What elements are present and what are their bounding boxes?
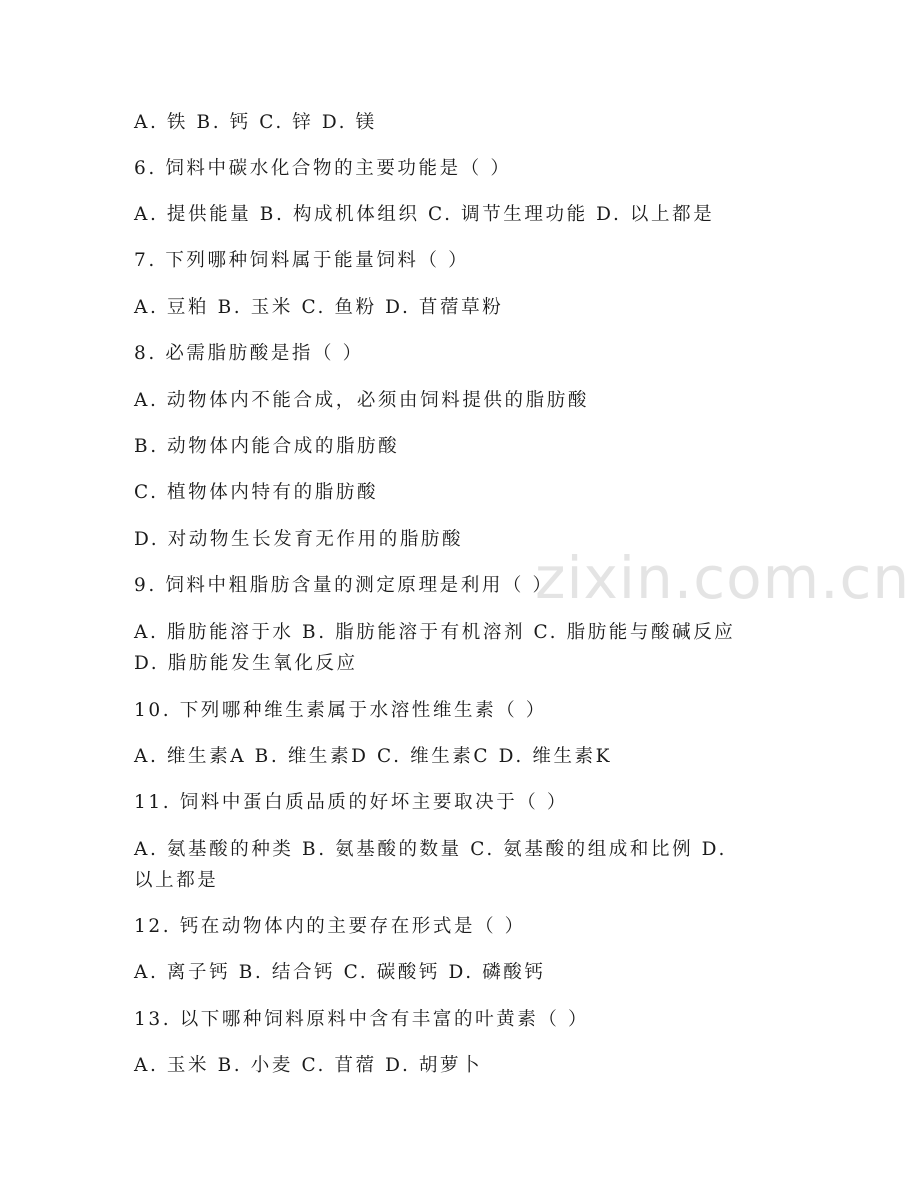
q13-options: A. 玉米 B. 小麦 C. 苜蓿 D. 胡萝卜 (134, 1055, 483, 1076)
q8-question: 8. 必需脂肪酸是指（ ） (134, 343, 364, 364)
q8-option-a: A. 动物体内不能合成，必须由饲料提供的脂肪酸 (134, 390, 589, 411)
q11-options-line1: A. 氨基酸的种类 B. 氨基酸的数量 C. 氨基酸的组成和比例 D. (134, 839, 727, 860)
q10-options: A. 维生素A B. 维生素D C. 维生素C D. 维生素K (134, 746, 613, 767)
q7-options: A. 豆粕 B. 玉米 C. 鱼粉 D. 苜蓿草粉 (134, 297, 504, 318)
q9-options-line2: D. 脂肪能发生氧化反应 (134, 653, 358, 674)
q6-options: A. 提供能量 B. 构成机体组织 C. 调节生理功能 D. 以上都是 (134, 204, 715, 225)
q11-question: 11. 饲料中蛋白质品质的好坏主要取决于（ ） (134, 792, 568, 813)
q8-option-b: B. 动物体内能合成的脂肪酸 (134, 436, 400, 457)
watermark: zixin.com.cn (535, 544, 911, 612)
q13-question: 13. 以下哪种饲料原料中含有丰富的叶黄素（ ） (134, 1009, 590, 1030)
q12-question: 12. 钙在动物体内的主要存在形式是（ ） (134, 916, 526, 937)
q7-question: 7. 下列哪种饲料属于能量饲料（ ） (134, 250, 470, 271)
q8-option-d: D. 对动物生长发育无作用的脂肪酸 (134, 529, 464, 550)
q9-question: 9. 饲料中粗脂肪含量的测定原理是利用（ ） (134, 575, 554, 596)
q10-question: 10. 下列哪种维生素属于水溶性维生素（ ） (134, 700, 547, 721)
q9-options-line1: A. 脂肪能溶于水 B. 脂肪能溶于有机溶剂 C. 脂肪能与酸碱反应 (134, 622, 736, 643)
q6-question: 6. 饲料中碳水化合物的主要功能是（ ） (134, 158, 512, 179)
q5-options: A. 铁 B. 钙 C. 锌 D. 镁 (134, 112, 377, 133)
q11-options-line2: 以上都是 (134, 870, 219, 891)
q8-option-c: C. 植物体内特有的脂肪酸 (134, 482, 379, 503)
q12-options: A. 离子钙 B. 结合钙 C. 碳酸钙 D. 磷酸钙 (134, 962, 546, 983)
